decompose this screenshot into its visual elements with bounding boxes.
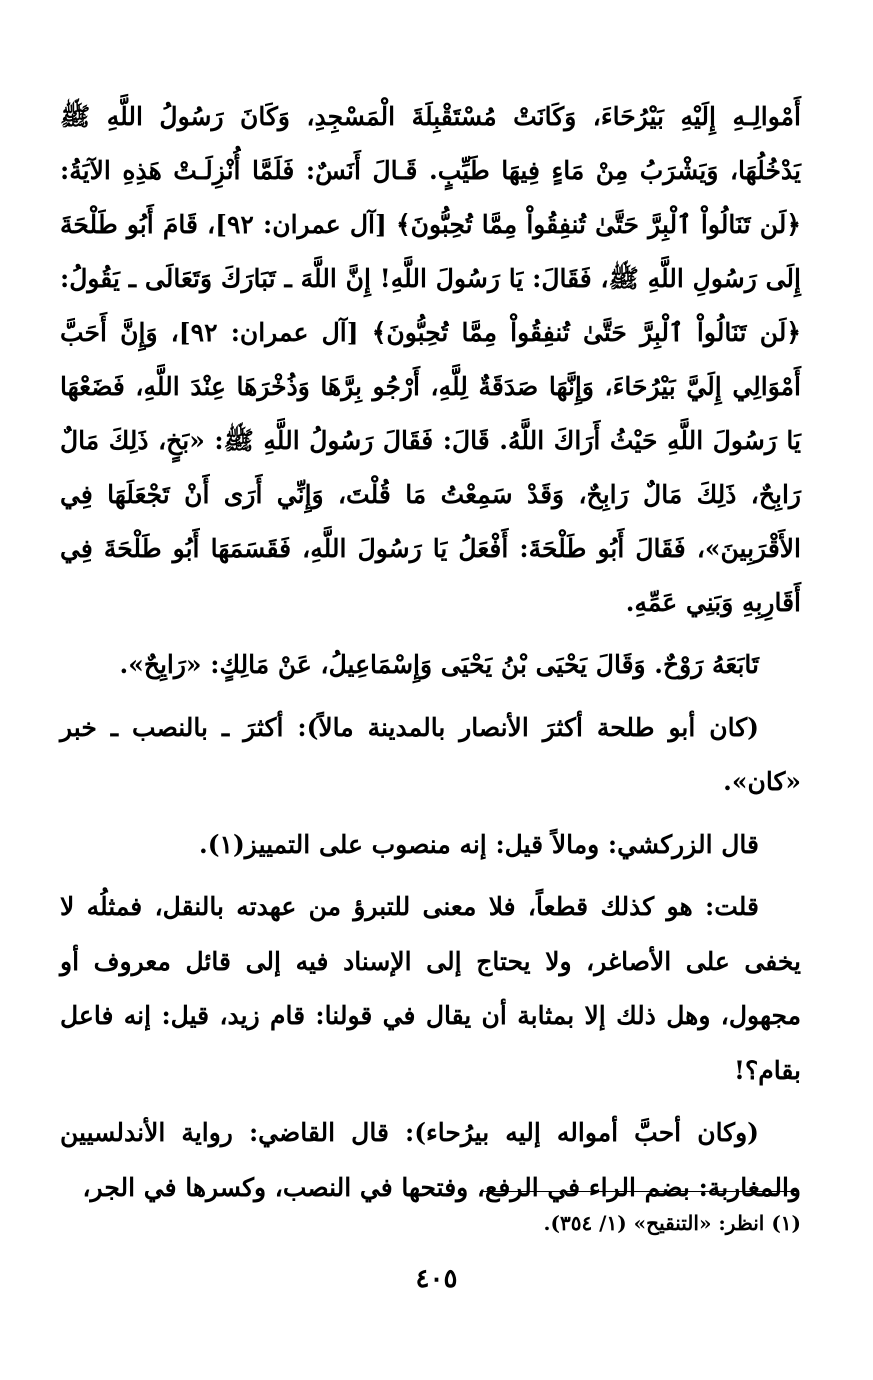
- follow-text: تَابَعَهُ رَوْحٌ. وَقَالَ يَحْيَى بْنُ يَحْيَى وَإِسْمَاعِيلُ، عَنْ مَالِكٍ: «رَايِحٌ».: [119, 650, 759, 679]
- footnote: (١) انظر: «التنقيح» (١/ ٣٥٤).: [543, 1211, 801, 1235]
- commentary-paragraph-2: قال الزركشي: ومالاً قيل: إنه منصوب على التمييز(١).: [198, 829, 759, 859]
- page-body: [60, 90, 801, 1215]
- hadith-text: أَمْوالِـهِ إِلَيْهِ بَيْرُحَاءَ، وَكَانَتْ مُسْتَقْبِلَةَ الْمَسْجِدِ، وَكَانَ رَسُولُ اللَّهِ ﷺ يَدْخُلُهَا، وَيَشْرَبُ مِنْ مَاءٍ فِيهَا طَيِّبٍ. قَـالَ أَنَسٌ: فَلَمَّا أُنْزِلَـتْ هَذِهِ الآيَةُ: ﴿لَن تَنَالُواْ ٱلْبِرَّ حَتَّىٰ تُنفِقُواْ مِمَّا تُحِبُّونَ﴾ [آل عمران: ٩٢]، قَامَ أَبُو طَلْحَةَ إِلَى رَسُولِ اللَّهِ ﷺ، فَقَالَ: يَا رَسُولَ اللَّهِ! إِنَّ اللَّهَ ـ تَبَارَكَ وَتَعَالَى ـ يَقُولُ: ﴿لَن تَنَالُواْ ٱلْبِرَّ حَتَّىٰ تُنفِقُواْ مِمَّا تُحِبُّونَ﴾ [آل عمران: ٩٢]، وَإِنَّ أَحَبَّ أَمْوَالِي إِلَيَّ بَيْرُحَاءَ، وَإِنَّهَا صَدَقَةٌ لِلَّهِ، أَرْجُو بِرَّهَا وَذُخْرَهَا عِنْدَ اللَّهِ، فَضَعْهَا يَا رَسُولَ اللَّهِ حَيْثُ أَرَاكَ اللَّهُ. قَالَ: فَقَالَ رَسُولُ اللَّهِ ﷺ: «بَخٍ، ذَلِكَ مَالٌ رَابِحٌ، ذَلِكَ مَالٌ رَابِحٌ، وَقَدْ سَمِعْتُ مَا قُلْتَ، وَإِنِّي أَرَى أَنْ تَجْعَلَهَا فِي الأَقْرَبِينَ»، فَقَالَ أَبُو طَلْحَةَ: أَفْعَلُ يَا رَسُولَ اللَّهِ، فَقَسَمَهَا أَبُو طَلْحَةَ فِي أَقَارِبِهِ وَبَنِي عَمِّهِ.: [60, 102, 801, 617]
- footnote-divider: [480, 1191, 798, 1192]
- page-number: ٤٠٥: [415, 1264, 458, 1294]
- commentary-paragraph-3: قلت: هو كذلك قطعاً، فلا معنى للتبرؤ من عهدته بالنقل، فمثلُه لا يخفى على الأصاغر، ولا يحتاج إلى الإسناد فيه إلى قائل معروف أو مجهول، وهل ذلك إلا بمثابة أن يقال في قولنا: قام زيد، قيل: إنه فاعل بقام؟!: [60, 892, 801, 1085]
- commentary-paragraph-4: (وكان أحبَّ أمواله إليه بيرُحاء): قال القاضي: رواية الأندلسيين والمغاربة: بضم الراء في الرفع، وفتحها في النصب، وكسرها في الجر،: [60, 1118, 801, 1202]
- commentary-paragraph-1: (كان أبو طلحة أكثرَ الأنصار بالمدينة مالاً): أكثرَ ـ بالنصب ـ خبر «كان».: [60, 712, 801, 796]
